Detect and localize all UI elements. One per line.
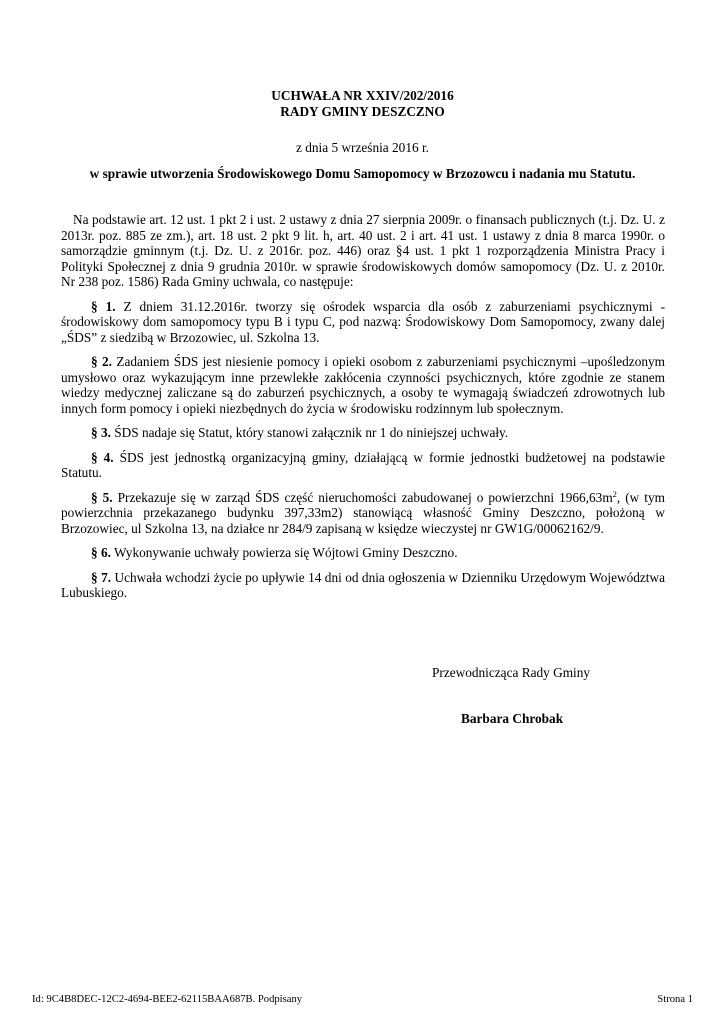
paragraph-7 <box>61 570 665 601</box>
paragraph-5-text-after: , (w tym powierzchnia przekazanego budynku 397,33m2) stanowiącą własność Gminy Deszczno, położoną w Brzozowiec, ul Szkolna 13, na działce nr 284/9 zapisaną w księdze wieczystej nr GW1G/00062162/9. <box>61 489 665 536</box>
paragraph-4-label: § 4. <box>91 449 114 465</box>
paragraph-1-text: Z dniem 31.12.2016r. tworzy się ośrodek wsparcia dla osób z zaburzeniami psychicznymi - środowiskowy dom samopomocy typu B i typu C, pod nazwą: Środowiskowy Dom Samopomocy, zwany dalej „ŚDS” z siedzibą w Brzozowiec, ul. Szkolna 13. <box>61 298 665 345</box>
signatory-role: Przewodnicząca Rady Gminy <box>432 665 591 680</box>
paragraph-2 <box>61 354 665 416</box>
legal-basis-paragraph: Na podstawie art. 12 ust. 1 pkt 2 i ust. 2 ustawy z dnia 27 sierpnia 2009r. o finansach publicznych (t.j. Dz. U. z 2013r. poz. 885 ze zm.), art. 18 ust. 2 pkt 9 lit. h, art. 40 ust. 2 i art. 41 ust. 1 ustawy z dnia 8 marca 1990r. o samorządzie gminnym (t.j. Dz. U. z 2016r. poz. 446) oraz §4 ust. 1 pkt 1 rozporządzenia Ministra Pracy i Polityki Społecznej z dnia 9 grudnia 2010r. w sprawie środowiskowych domów samopomocy (Dz. U. z 2010r. Nr 238 poz. 1586) Rada Gminy uchwala, co następuje: <box>61 212 665 289</box>
signatory-name: Barbara Chrobak <box>461 711 564 726</box>
paragraph-3 <box>61 425 665 441</box>
title-line-1: UCHWAŁA NR XXIV/202/2016 <box>271 88 454 103</box>
paragraph-3-text: ŚDS nadaje się Statut, który stanowi załącznik nr 1 do niniejszej uchwały. <box>114 425 509 440</box>
paragraph-3-label: § 3. <box>91 425 111 440</box>
paragraph-5-text-before: Przekazuje się w zarząd ŚDS część nieruchomości zabudowanej o powierzchni 1966,63m <box>117 489 613 505</box>
paragraph-6-text: Wykonywanie uchwały powierza się Wójtowi Gminy Deszczno. <box>114 545 458 560</box>
paragraph-7-label: § 7. <box>91 569 112 585</box>
document-body <box>61 212 665 601</box>
paragraph-5-superscript: 2 <box>612 488 617 499</box>
paragraph-1-label: § 1. <box>91 298 116 314</box>
paragraph-6 <box>61 545 665 561</box>
document-date: z dnia 5 września 2016 r. <box>296 140 429 155</box>
title-line-2: RADY GMINY DESZCZNO <box>280 103 445 119</box>
paragraph-6-label: § 6. <box>91 545 111 560</box>
paragraph-1 <box>61 299 665 346</box>
paragraph-5-label: § 5. <box>91 489 113 505</box>
paragraph-4 <box>61 450 665 481</box>
document-subject: w sprawie utworzenia Środowiskowego Domu Samopomocy w Brzozowcu i nadania mu Statutu. <box>89 166 636 181</box>
paragraph-4-text: ŚDS jest jednostką organizacyjną gminy, działającą w formie jednostki budżetowej na podstawie Statutu. <box>61 449 666 480</box>
paragraph-7-text: Uchwała wchodzi życie po upływie 14 dni od dnia ogłoszenia w Dzienniku Urzędowym Województwa Lubuskiego. <box>61 569 666 600</box>
paragraph-2-label: § 2. <box>91 354 112 369</box>
paragraph-5 <box>61 490 665 537</box>
footer-document-id: Id: 9C4B8DEC-12C2-4694-BEE2-62115BAA687B. Podpisany <box>32 994 303 1005</box>
footer-page-number: Strona 1 <box>657 994 693 1005</box>
paragraph-2-text: Zadaniem ŚDS jest niesienie pomocy i opieki osobom z zaburzeniami psychicznymi –upośledzonym umysłowo oraz wykazującym inne przewlekłe zakłócenia czynności psychicznych, które zgodnie ze stanem wiedzy medycznej zaliczane są do zaburzeń psychicznych, a osoby te wymagają świadczeń zdrowotnych lub innych form pomocy i opieki niezbędnych do życia w środowisku rodzinnym lub społecznym. <box>61 354 665 416</box>
document-title <box>0 88 725 119</box>
